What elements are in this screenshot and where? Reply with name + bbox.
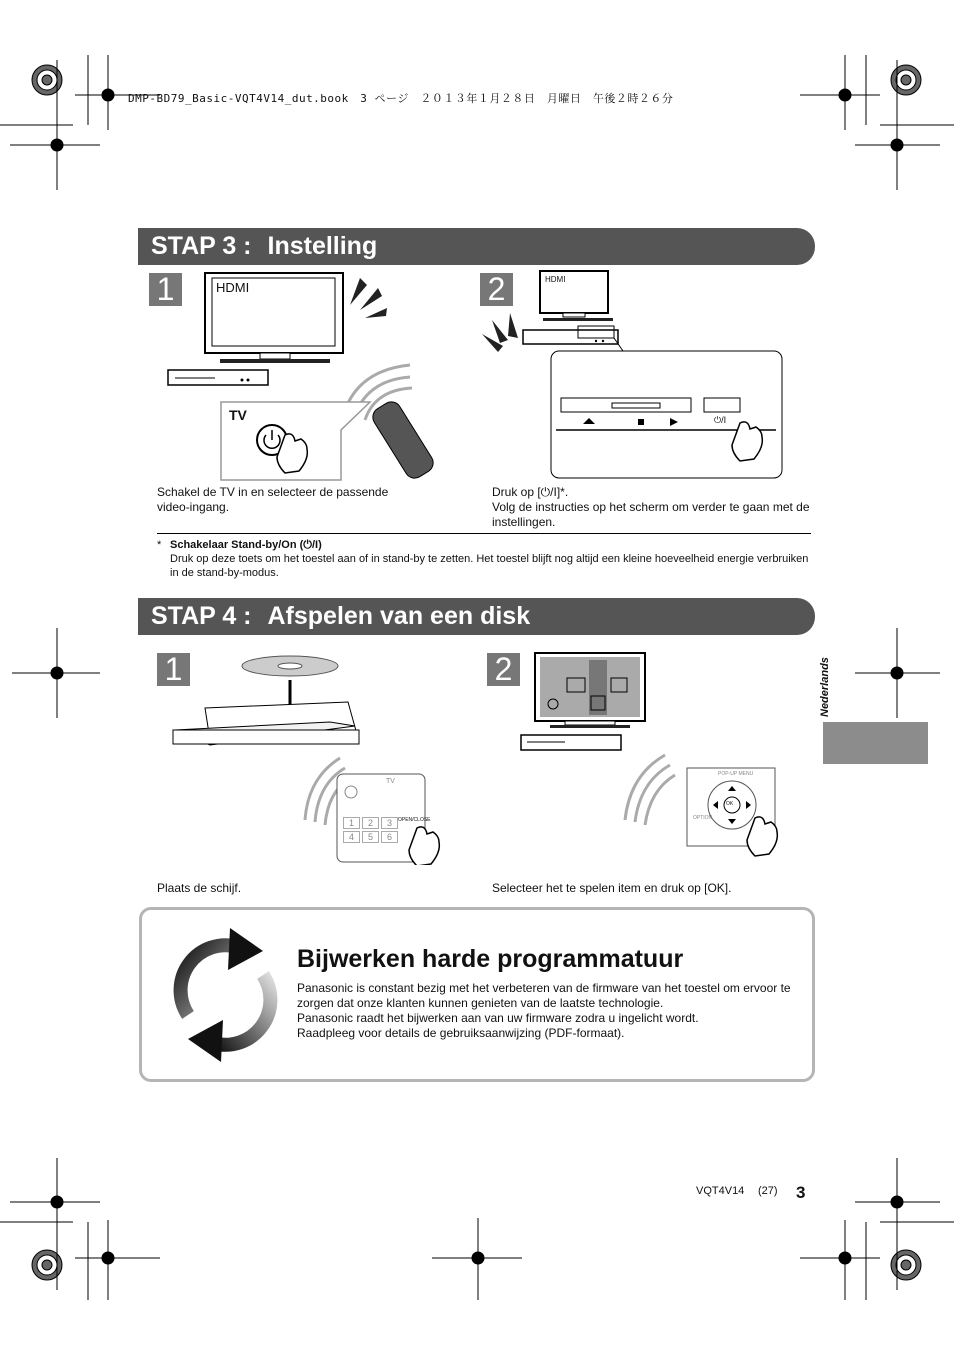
footnote-text: Druk op deze toets om het toestel aan of in stand-by te zetten. Het toestel blijft nog altijd een kleine hoeveelheid energie verbruiken in de stand-by-modus. [170, 553, 809, 579]
player-icon [521, 735, 621, 750]
step3-panel1-number: 1 [149, 273, 182, 306]
signal-icon [482, 313, 518, 352]
step3-number: STAP 3 : [151, 232, 252, 260]
step3-header [138, 228, 815, 265]
signal-icon [350, 278, 387, 318]
step4-number: STAP 4 : [151, 602, 252, 630]
footnote [170, 538, 810, 580]
registration-mark-icon [891, 1250, 921, 1280]
step4-panel1-caption: Plaats de schijf. [157, 881, 242, 895]
option-label: OPTION [693, 815, 713, 821]
step3-title: Instelling [267, 232, 378, 260]
firmware-paragraph: Panasonic is constant bezig met het verbeteren van de firmware van het toestel om ervoor te zorgen dat onze klanten kunnen genieten van de laatste technologie. [297, 981, 791, 1010]
refresh-arrows-icon [168, 925, 283, 1065]
remote-key: 2 [362, 817, 379, 829]
popup-menu-label: POP-UP MENU [718, 771, 754, 777]
document-code: VQT4V14 [696, 1185, 745, 1197]
step3-panel2-caption [492, 485, 812, 530]
step4-panel2-number: 2 [487, 653, 520, 686]
remote-key: 6 [381, 831, 398, 843]
footnote-marker: * [157, 539, 162, 551]
page-number: 3 [796, 1183, 806, 1202]
remote-key: 4 [343, 831, 360, 843]
player-icon [168, 370, 268, 385]
caption-line: Volg de instructies op het scherm om verder te gaan met de instellingen. [492, 500, 810, 529]
step4-panel1-number: 1 [157, 653, 190, 686]
remote-icon [369, 398, 437, 482]
firmware-title: Bijwerken harde programmatuur [297, 945, 684, 973]
disc-icon [242, 656, 338, 676]
player-tray-icon [173, 702, 359, 745]
power-button-label: ⏻/I [714, 415, 727, 425]
remote-key: 5 [362, 831, 379, 843]
remote-tv-label: TV [229, 407, 247, 423]
footnote-title: Schakelaar Stand-by/On (⏻/I) [170, 539, 322, 551]
tv-on-illustration [160, 270, 460, 485]
side-tab [823, 722, 928, 764]
open-close-label: OPEN/CLOSE [398, 817, 431, 823]
tv-menu-icon [535, 653, 645, 728]
remote-key: 3 [381, 817, 398, 829]
step3-panel1-caption: Schakel de TV in en selecteer de passende video-ingang. [157, 485, 389, 514]
registration-mark-icon [891, 65, 921, 95]
firmware-text [297, 981, 797, 1041]
internal-page: (27) [758, 1185, 778, 1197]
tv-screen-label: HDMI [216, 280, 250, 295]
footnote-divider [157, 533, 811, 534]
step4-header [138, 598, 815, 635]
step4-panel2-caption: Selecteer het te spelen item en druk op [OK]. [492, 881, 732, 895]
language-label: Nederlands [819, 657, 831, 717]
caption-line: Druk op [⏻/I]*. [492, 485, 569, 499]
ok-label: OK [726, 801, 734, 807]
step4-title: Afspelen van een disk [267, 602, 531, 630]
firmware-paragraph: Raadpleeg voor details de gebruiksaanwijzing (PDF-formaat). [297, 1026, 625, 1040]
remote-key: 1 [343, 817, 360, 829]
select-item-illustration [515, 650, 800, 865]
player-icon [523, 326, 618, 344]
remote-keypad [343, 817, 398, 843]
firmware-paragraph: Panasonic raadt het bijwerken aan van uw firmware zodra u ingelicht wordt. [297, 1011, 699, 1025]
tv-screen-label-small: HDMI [545, 275, 566, 284]
file-info: DMP-BD79_Basic-VQT4V14_dut.book 3 ページ ２０１３年１月２８日 月曜日 午後２時２６分 [128, 92, 674, 105]
remote-tv-label-small: TV [386, 778, 395, 785]
insert-disc-illustration [170, 650, 465, 865]
step3-panel2-number: 2 [480, 273, 513, 306]
player-power-illustration [478, 268, 788, 483]
